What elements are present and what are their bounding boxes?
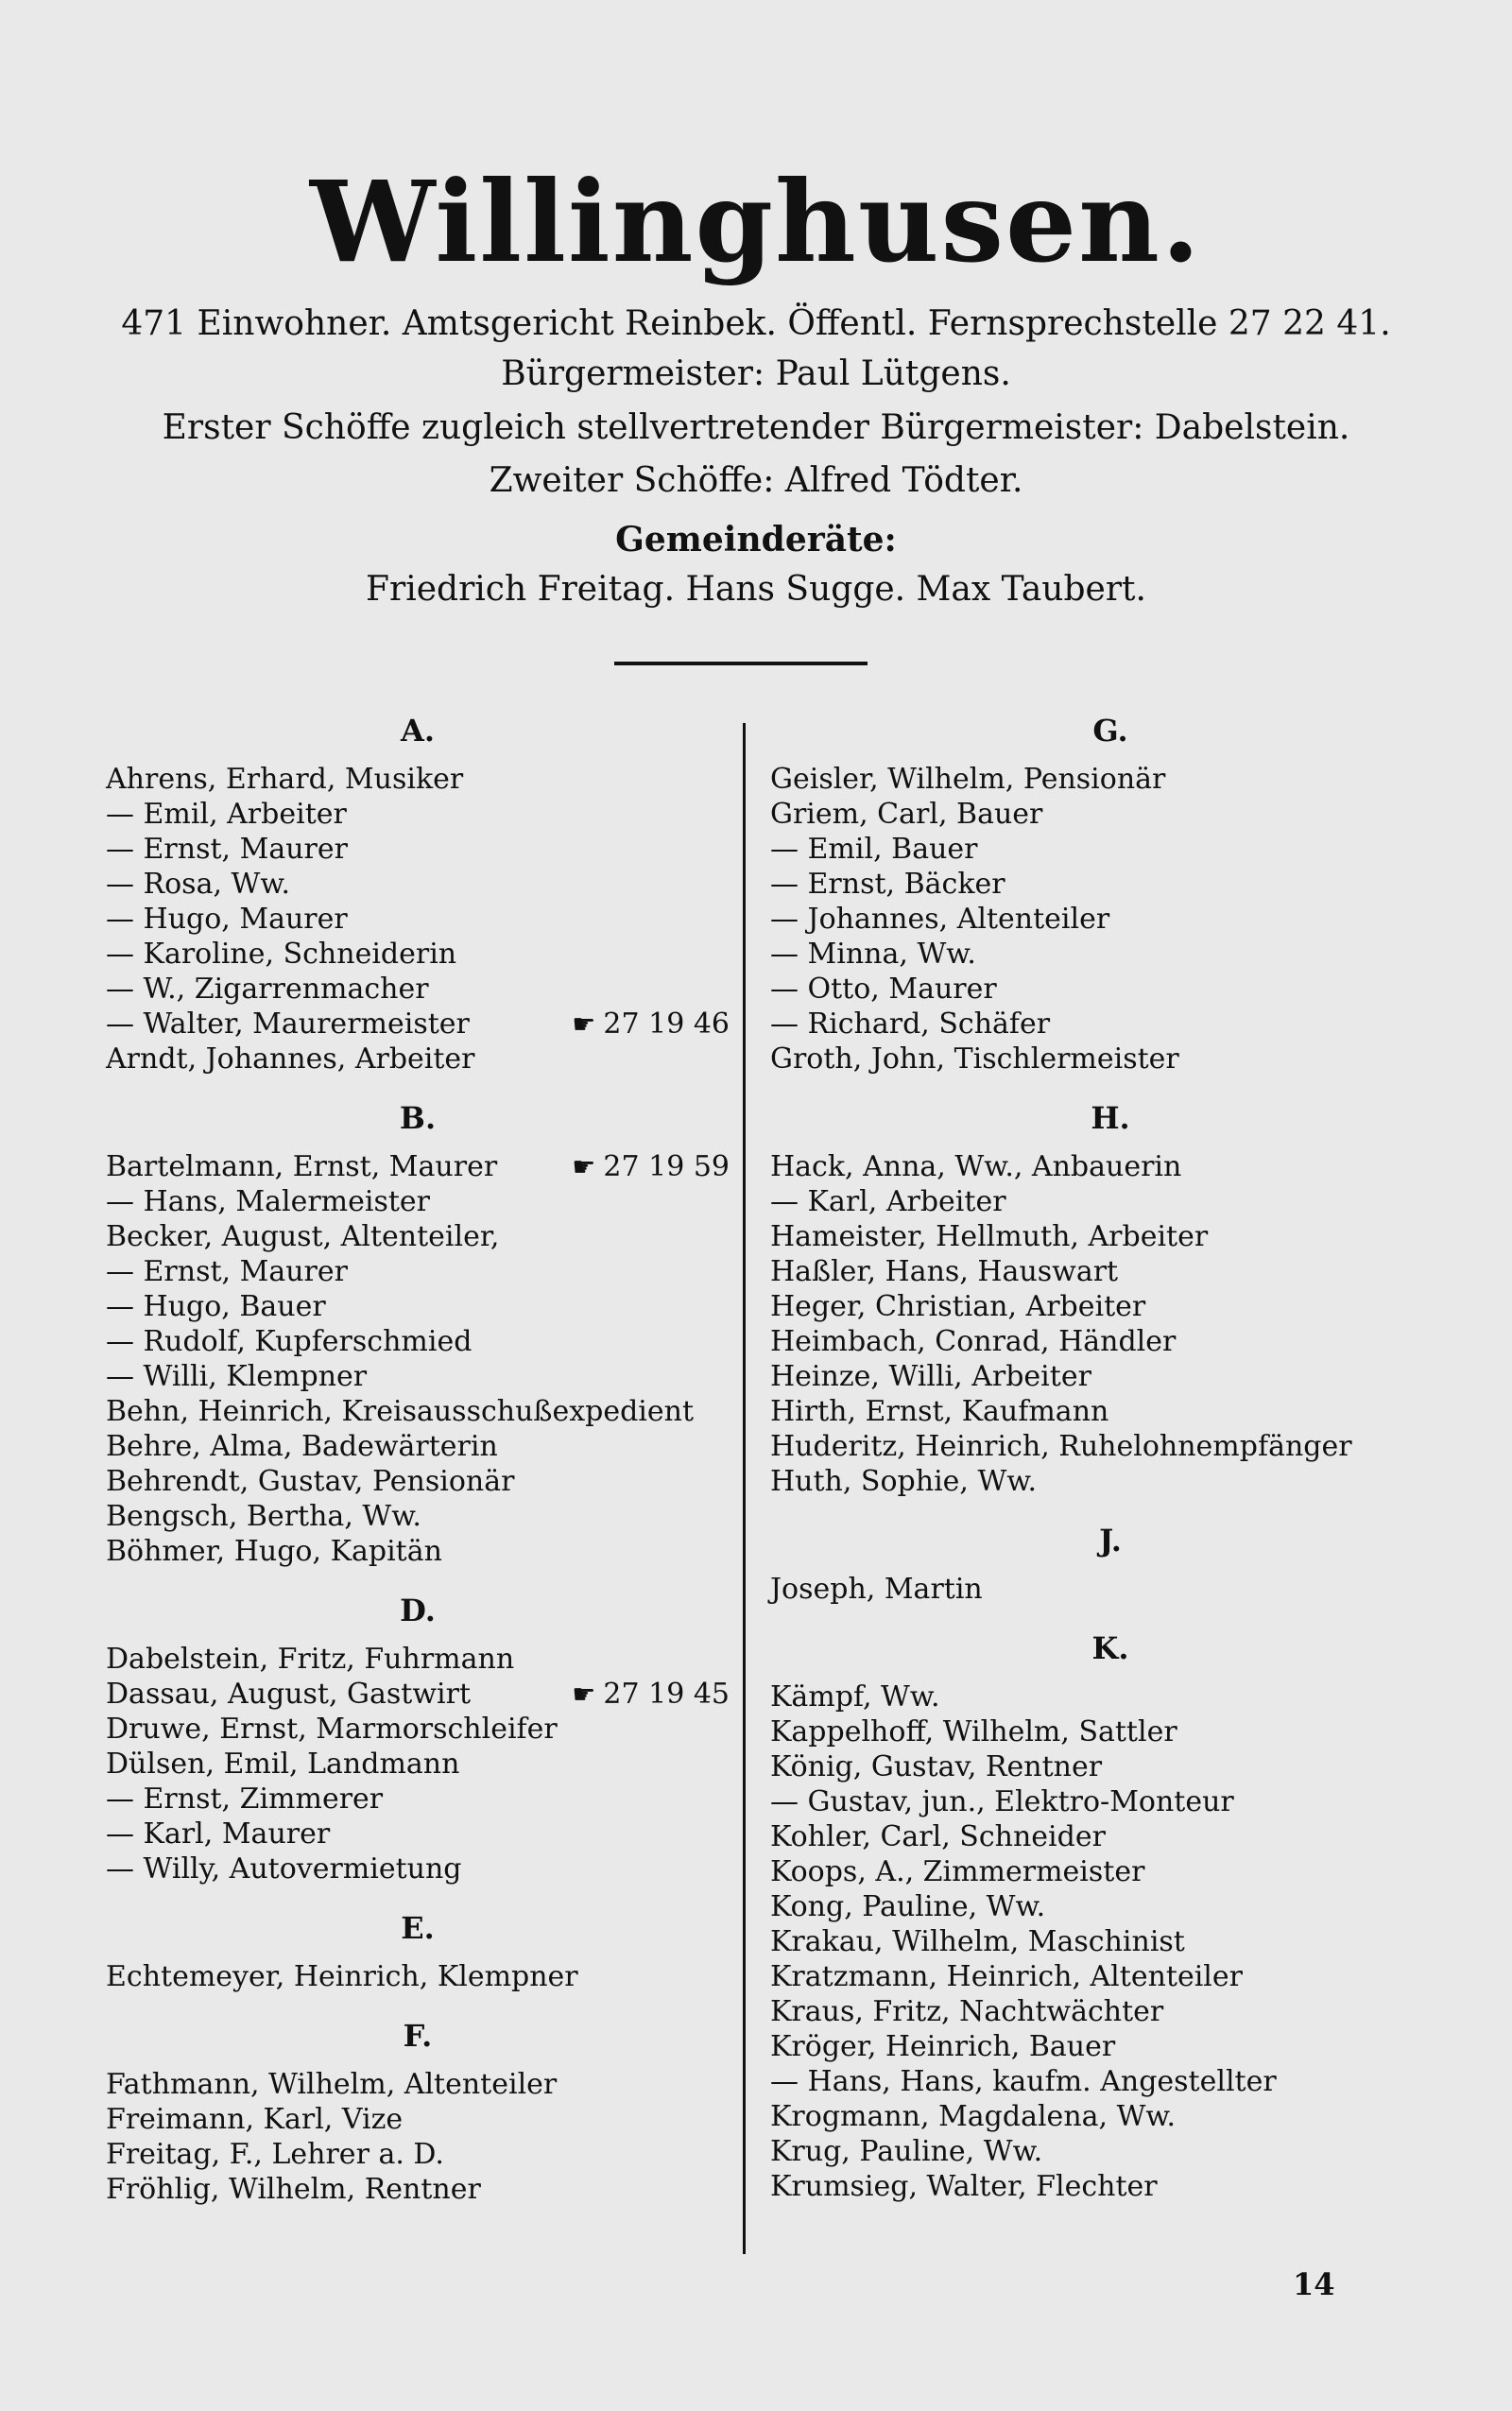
entry-text: Echtemeyer, Heinrich, Klempner <box>106 1960 578 1993</box>
entry-text: — Hans, Malermeister <box>106 1185 431 1218</box>
directory-entry <box>770 1219 1451 1254</box>
directory-entry <box>770 2029 1451 2064</box>
entry-text: Hameister, Hellmuth, Arbeiter <box>770 1220 1209 1253</box>
directory-entry <box>770 1679 1451 1714</box>
entry-text: Arndt, Johannes, Arbeiter <box>106 1042 475 1076</box>
directory-entry <box>106 1429 730 1464</box>
entry-text: Krogmann, Magdalena, Ww. <box>770 2100 1177 2133</box>
directory-entry <box>770 1749 1451 1784</box>
directory-entry <box>770 2134 1451 2169</box>
entry-text: — Hugo, Bauer <box>106 1290 326 1323</box>
entry-text: Freitag, F., Lehrer a. D. <box>106 2138 444 2171</box>
section-letter: J. <box>1099 1523 1122 1559</box>
directory-entry <box>106 797 730 832</box>
entry-text: Behrendt, Gustav, Pensionär <box>106 1465 515 1498</box>
mayor-line: Bürgermeister: Paul Lütgens. <box>501 354 1011 393</box>
directory-entry <box>770 1254 1451 1289</box>
entry-text: Kong, Pauline, Ww. <box>770 1890 1046 1923</box>
directory-entry <box>106 1747 730 1782</box>
entry-text: Geisler, Wilhelm, Pensionär <box>770 763 1166 796</box>
directory-entry <box>106 2172 730 2207</box>
section-letter: G. <box>1092 713 1128 749</box>
entry-text: — Minna, Ww. <box>770 938 976 971</box>
directory-entry <box>106 1534 730 1569</box>
phone-number-group <box>572 1677 730 1712</box>
directory-entry <box>106 1149 730 1184</box>
directory-entry <box>106 1851 730 1886</box>
directory-entry <box>106 1959 730 1994</box>
directory-entry <box>770 2099 1451 2134</box>
directory-entry <box>106 1254 730 1289</box>
directory-entry <box>106 2067 730 2102</box>
directory-entry <box>770 1289 1451 1324</box>
entry-text: — Ernst, Bäcker <box>770 868 1005 901</box>
directory-entry <box>106 1219 730 1254</box>
entry-text: — Karl, Maurer <box>106 1817 331 1851</box>
entry-text: Haßler, Hans, Hauswart <box>770 1255 1119 1288</box>
entry-text: Becker, August, Altenteiler, <box>106 1220 500 1253</box>
section-letter: A. <box>401 713 435 749</box>
council-members: Friedrich Freitag. Hans Sugge. Max Taubert. <box>366 570 1146 609</box>
council-heading: Gemeinderäte: <box>615 520 897 560</box>
entry-text: Huth, Sophie, Ww. <box>770 1465 1037 1498</box>
directory-entry <box>106 2137 730 2172</box>
entry-text: — Hugo, Maurer <box>106 903 348 936</box>
directory-entry <box>770 867 1451 902</box>
entry-text: — W., Zigarrenmacher <box>106 973 429 1006</box>
entry-text: Kappelhoff, Wilhelm, Sattler <box>770 1715 1177 1748</box>
directory-entry <box>770 1394 1451 1429</box>
entry-text: Bartelmann, Ernst, Maurer <box>106 1150 498 1183</box>
header-divider <box>614 662 868 665</box>
directory-entry <box>106 2102 730 2137</box>
entry-text: — Rosa, Ww. <box>106 868 291 901</box>
first-juror-line: Erster Schöffe zugleich stellvertretender Bürgermeister: Dabelstein. <box>162 408 1350 447</box>
entry-text: Heimbach, Conrad, Händler <box>770 1325 1177 1358</box>
entry-text: Kratzmann, Heinrich, Altenteiler <box>770 1960 1243 1993</box>
entry-text: Koops, A., Zimmermeister <box>770 1855 1145 1888</box>
entry-text: — Willi, Klempner <box>106 1360 368 1393</box>
entry-text: — Karoline, Schneiderin <box>106 938 457 971</box>
directory-entry <box>770 1994 1451 2029</box>
entry-text: — Rudolf, Kupferschmied <box>106 1325 472 1358</box>
directory-entry <box>106 867 730 902</box>
directory-entry <box>770 797 1451 832</box>
entry-text: Freimann, Karl, Vize <box>106 2103 404 2136</box>
directory-entry <box>770 1784 1451 1819</box>
column-divider <box>743 723 746 2254</box>
entry-text: Behn, Heinrich, Kreisausschußexpedient <box>106 1395 695 1428</box>
directory-entry <box>106 937 730 972</box>
directory-entry <box>770 1854 1451 1889</box>
entry-text: Kraus, Fritz, Nachtwächter <box>770 1995 1164 2028</box>
right-column <box>770 714 1451 2204</box>
entry-text: Dabelstein, Fritz, Fuhrmann <box>106 1643 515 1676</box>
entry-text: Dülsen, Emil, Landmann <box>106 1748 460 1781</box>
section-letter: H. <box>1091 1100 1130 1136</box>
directory-entry <box>106 1289 730 1324</box>
directory-entry <box>770 1007 1451 1042</box>
directory-entry <box>770 1889 1451 1924</box>
entry-text: — Ernst, Maurer <box>106 833 348 866</box>
entry-text: — Walter, Maurermeister <box>106 1007 470 1041</box>
directory-entry <box>106 1394 730 1429</box>
entry-text: Dassau, August, Gastwirt <box>106 1678 472 1711</box>
phone-number: 27 19 46 <box>603 1007 730 1041</box>
directory-entry <box>770 1924 1451 1959</box>
section-letter: F. <box>403 2018 433 2054</box>
directory-entry <box>106 972 730 1007</box>
directory-entry <box>770 1359 1451 1394</box>
directory-entry <box>770 2064 1451 2099</box>
entry-text: Krakau, Wilhelm, Maschinist <box>770 1925 1185 1958</box>
entry-text: Heinze, Willi, Arbeiter <box>770 1360 1091 1393</box>
entry-text: — Willy, Autovermietung <box>106 1852 462 1886</box>
second-juror-line: Zweiter Schöffe: Alfred Tödter. <box>489 461 1023 500</box>
phone-number-group <box>572 1149 730 1184</box>
entry-text: — Johannes, Altenteiler <box>770 903 1110 936</box>
directory-entry <box>770 1819 1451 1854</box>
entry-text: — Richard, Schäfer <box>770 1007 1051 1041</box>
page-number: 14 <box>1293 2266 1335 2302</box>
entry-text: — Emil, Bauer <box>770 833 978 866</box>
directory-entry <box>770 1429 1451 1464</box>
section-letter: D. <box>400 1593 436 1628</box>
section-letter: B. <box>399 1100 437 1136</box>
entry-text: — Emil, Arbeiter <box>106 798 347 831</box>
population-line: 471 Einwohner. Amtsgericht Reinbek. Öffentl. Fernsprechstelle 27 22 41. <box>121 304 1391 343</box>
directory-entry <box>770 832 1451 867</box>
entry-text: Fathmann, Wilhelm, Altenteiler <box>106 2068 558 2101</box>
directory-entry <box>770 762 1451 797</box>
entry-text: Kämpf, Ww. <box>770 1680 940 1714</box>
entry-text: König, Gustav, Rentner <box>770 1750 1103 1783</box>
telephone-pointing-hand-icon: ☛ <box>572 1008 596 1040</box>
directory-entry <box>770 1572 1451 1607</box>
entry-text: — Ernst, Maurer <box>106 1255 348 1288</box>
entry-text: Krug, Pauline, Ww. <box>770 2135 1043 2168</box>
entry-text: Behre, Alma, Badewärterin <box>106 1430 498 1463</box>
entry-text: Joseph, Martin <box>770 1573 983 1606</box>
directory-entry <box>106 1642 730 1677</box>
entry-text: Ahrens, Erhard, Musiker <box>106 763 464 796</box>
directory-entry <box>770 902 1451 937</box>
directory-entry <box>106 1677 730 1712</box>
directory-entry <box>106 1464 730 1499</box>
directory-entry <box>106 762 730 797</box>
entry-text: Huderitz, Heinrich, Ruhelohnempfänger <box>770 1430 1352 1463</box>
directory-entry <box>106 1499 730 1534</box>
directory-entry <box>106 1184 730 1219</box>
entry-text: Bengsch, Bertha, Ww. <box>106 1500 421 1533</box>
entry-text: Fröhlig, Wilhelm, Rentner <box>106 2173 481 2206</box>
page-title: Willinghusen. <box>309 156 1202 287</box>
left-column <box>106 714 730 2207</box>
directory-entry <box>106 1042 730 1076</box>
directory-entry <box>106 1007 730 1042</box>
entry-text: Druwe, Ernst, Marmorschleifer <box>106 1713 558 1746</box>
directory-entry <box>106 1817 730 1851</box>
phone-number: 27 19 59 <box>603 1150 730 1183</box>
phone-number-group <box>572 1007 730 1042</box>
directory-entry <box>106 1324 730 1359</box>
directory-entry <box>770 1042 1451 1076</box>
directory-entry <box>106 832 730 867</box>
section-letter: E. <box>401 1910 435 1946</box>
directory-entry <box>770 1149 1451 1184</box>
directory-entry <box>106 1782 730 1817</box>
entry-text: Kohler, Carl, Schneider <box>770 1820 1106 1853</box>
entry-text: — Otto, Maurer <box>770 973 997 1006</box>
directory-entry <box>770 1184 1451 1219</box>
directory-entry <box>106 1359 730 1394</box>
entry-text: Böhmer, Hugo, Kapitän <box>106 1535 442 1568</box>
entry-text: — Karl, Arbeiter <box>770 1185 1006 1218</box>
entry-text: Krumsieg, Walter, Flechter <box>770 2170 1158 2203</box>
entry-text: Groth, John, Tischlermeister <box>770 1042 1179 1076</box>
directory-entry <box>770 972 1451 1007</box>
section-letter: K. <box>1091 1630 1129 1666</box>
telephone-pointing-hand-icon: ☛ <box>572 1679 596 1710</box>
directory-entry <box>106 902 730 937</box>
entry-text: — Ernst, Zimmerer <box>106 1782 384 1816</box>
entry-text: Heger, Christian, Arbeiter <box>770 1290 1146 1323</box>
directory-entry <box>770 2169 1451 2204</box>
directory-entry <box>770 937 1451 972</box>
directory-entry <box>770 1464 1451 1499</box>
entry-text: — Gustav, jun., Elektro-Monteur <box>770 1785 1234 1818</box>
entry-text: — Hans, Hans, kaufm. Angestellter <box>770 2065 1277 2098</box>
entry-text: Hirth, Ernst, Kaufmann <box>770 1395 1109 1428</box>
directory-entry <box>106 1712 730 1747</box>
entry-text: Hack, Anna, Ww., Anbauerin <box>770 1150 1182 1183</box>
directory-entry <box>770 1714 1451 1749</box>
phone-number: 27 19 45 <box>603 1678 730 1711</box>
telephone-pointing-hand-icon: ☛ <box>572 1151 596 1182</box>
directory-entry <box>770 1959 1451 1994</box>
entry-text: Kröger, Heinrich, Bauer <box>770 2030 1116 2063</box>
directory-entry <box>770 1324 1451 1359</box>
entry-text: Griem, Carl, Bauer <box>770 798 1043 831</box>
